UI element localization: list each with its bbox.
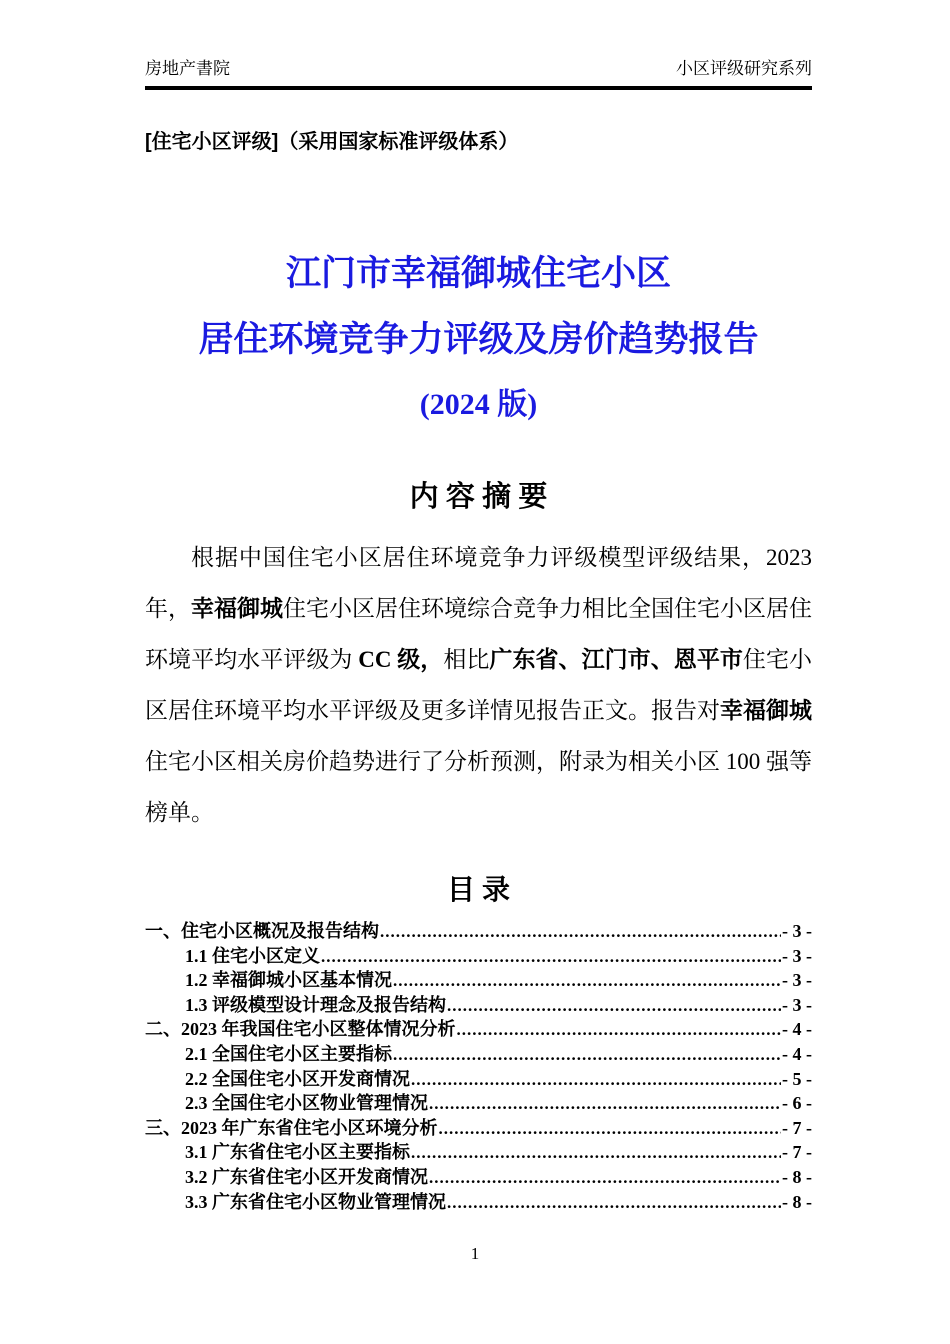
summary-text-segment: 相比 [443, 647, 490, 672]
header-series: 小区评级研究系列 [676, 59, 812, 78]
summary-text-segment: 住宅小区相关房价趋势进行了分析预测，附录为相关小区 100 强等榜单。 [145, 749, 812, 825]
summary-text-segment-bold: 广东省、江门市、恩平市 [489, 647, 743, 672]
summary-heading: 内 容 摘 要 [409, 481, 548, 513]
toc-entry-page: - 4 - [782, 1043, 812, 1064]
table-of-contents [145, 919, 812, 1214]
page-number: 1 [470, 1244, 480, 1263]
toc-heading: 目 录 [446, 875, 510, 906]
toc-entry-page: - 8 - [782, 1166, 812, 1187]
summary-text-segment-bold: CC 级， [358, 647, 444, 672]
toc-entry-page: - 5 - [782, 1068, 812, 1089]
toc-entry-label: 1.3 评级模型设计理念及报告结构 [185, 994, 446, 1015]
summary-paragraph [145, 532, 812, 838]
toc-entry-page: - 3 - [782, 970, 812, 991]
toc-leader-dots [439, 1116, 782, 1141]
summary-text-segment: 根据中国住宅小区居住环境竞争力评级模型评级结果，2023 年， [145, 545, 812, 621]
toc-entry [145, 1091, 812, 1116]
toc-leader-dots [447, 993, 781, 1018]
rating-system-tagline: [住宅小区评级]（采用国家标准评级体系） [145, 131, 519, 153]
toc-leader-dots [393, 968, 781, 993]
toc-entry [145, 1116, 812, 1141]
report-title-edition: (2024 版) [419, 388, 538, 421]
report-title-line2: 居住环境竞争力评级及房价趋势报告 [198, 320, 759, 359]
toc-entry-label: 2.3 全国住宅小区物业管理情况 [185, 1093, 428, 1114]
toc-entry [145, 1190, 812, 1215]
toc-leader-dots [429, 1091, 781, 1116]
toc-leader-dots [380, 919, 781, 944]
toc-entry [145, 1042, 812, 1067]
summary-text-segment-bold: 幸福御城 [720, 698, 812, 723]
toc-entry-page: - 7 - [782, 1142, 812, 1163]
toc-leader-dots [321, 944, 781, 969]
header-publisher: 房地产書院 [145, 59, 230, 78]
toc-entry-label: 2.1 全国住宅小区主要指标 [185, 1043, 392, 1064]
toc-entry [145, 993, 812, 1018]
toc-entry [145, 944, 812, 969]
toc-leader-dots [411, 1140, 781, 1165]
toc-entry-label: 3.3 广东省住宅小区物业管理情况 [185, 1191, 446, 1212]
toc-leader-dots [447, 1190, 781, 1215]
page-header [145, 0, 812, 90]
toc-entry-label: 1.1 住宅小区定义 [185, 945, 320, 966]
toc-entry-label: 1.2 幸福御城小区基本情况 [185, 970, 392, 991]
toc-entry [145, 919, 812, 944]
toc-entry-page: - 3 - [782, 945, 812, 966]
toc-entry-label: 一、住宅小区概况及报告结构 [145, 921, 379, 941]
toc-entry-label: 三、2023 年广东省住宅小区环境分析 [145, 1117, 438, 1138]
toc-leader-dots [393, 1042, 781, 1067]
summary-text-segment-bold: 幸福御城 [191, 596, 283, 621]
toc-entry [145, 1067, 812, 1092]
toc-entry [145, 968, 812, 993]
toc-entry-page: - 3 - [782, 921, 812, 941]
toc-leader-dots [411, 1067, 781, 1092]
report-title-line1: 江门市幸福御城住宅小区 [285, 254, 671, 293]
toc-entry [145, 1140, 812, 1165]
toc-leader-dots [457, 1017, 782, 1042]
toc-entry-label: 3.1 广东省住宅小区主要指标 [185, 1142, 410, 1163]
toc-entry [145, 1017, 812, 1042]
toc-entry-page: - 7 - [782, 1117, 812, 1138]
toc-entry-page: - 4 - [782, 1019, 812, 1040]
toc-entry-label: 2.2 全国住宅小区开发商情况 [185, 1068, 410, 1089]
summary-text-segment: 住宅小区居住环境平均水平评级及更多详情见报告正文。报告对 [145, 647, 812, 723]
toc-entry-label: 二、2023 年我国住宅小区整体情况分析 [145, 1019, 456, 1040]
toc-entry-page: - 6 - [782, 1093, 812, 1114]
toc-entry [145, 1165, 812, 1190]
toc-leader-dots [429, 1165, 781, 1190]
summary-text-segment: 住宅小区居住环境综合竞争力相比全国住宅小区居住环境平均水平评级为 [145, 596, 812, 672]
toc-entry-page: - 8 - [782, 1191, 812, 1212]
toc-entry-page: - 3 - [782, 994, 812, 1015]
toc-entry-label: 3.2 广东省住宅小区开发商情况 [185, 1166, 428, 1187]
